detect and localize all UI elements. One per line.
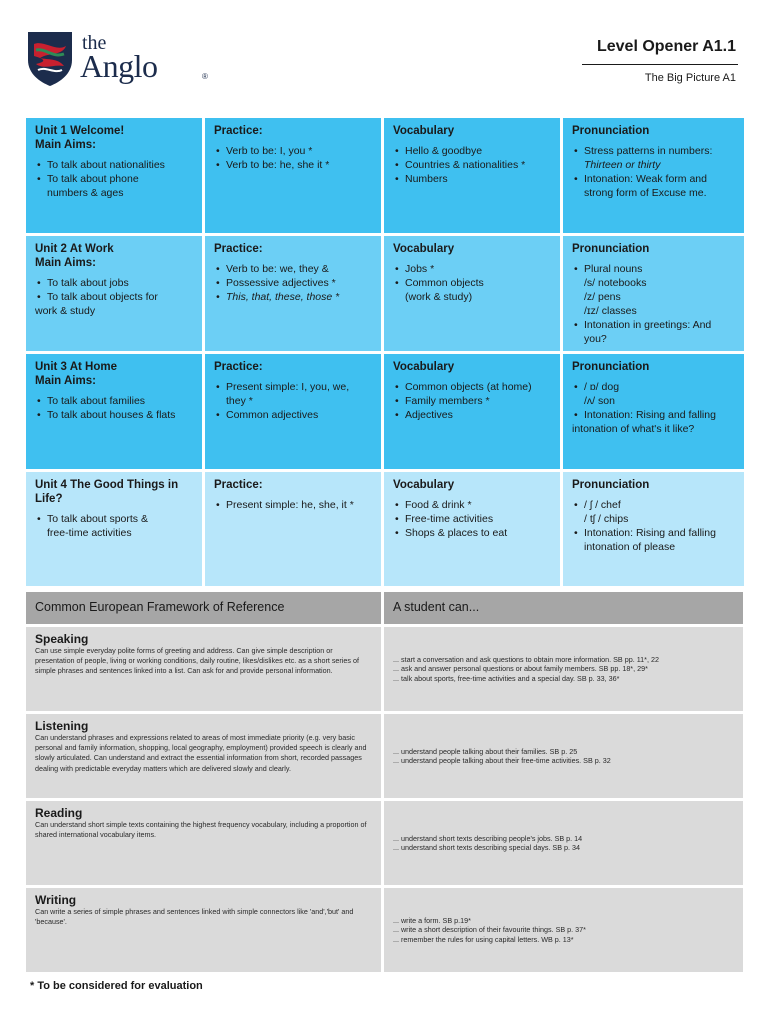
student-can-cell	[384, 801, 743, 885]
cefr-row-reading	[26, 801, 743, 885]
list-item: • To talk about sports &	[35, 512, 194, 526]
pronunciation-cell	[563, 354, 744, 469]
pronunciation-label: Pronunciation	[572, 361, 650, 373]
list-item: • / ʃ / chef	[572, 498, 736, 512]
list-item: /z/ pens	[584, 291, 621, 303]
practice-cell	[205, 472, 381, 586]
can-do-item: ... understand short texts describing people's jobs. SB p. 14	[393, 833, 583, 843]
page-subtitle: The Big Picture A1	[644, 72, 736, 84]
unit-aims-cell	[26, 472, 202, 586]
can-do-item: ... write a short description of their favourite things. SB p. 37*	[393, 925, 586, 935]
pronunciation-label: Pronunciation	[572, 125, 650, 137]
unit-aims-cell	[26, 118, 202, 233]
list-item: • Shops & places to eat	[393, 526, 552, 540]
list-item: strong form of Excuse me.	[584, 187, 707, 199]
list-item: • Possessive adjectives *	[214, 276, 373, 290]
vocabulary-cell	[384, 236, 560, 351]
skill-title: Writing	[35, 893, 77, 907]
practice-cell	[205, 118, 381, 233]
list-item: (work & study)	[405, 291, 473, 303]
title-divider	[582, 64, 738, 65]
list-item: work & study	[35, 305, 96, 317]
list-item: they *	[226, 395, 253, 407]
unit-row	[26, 354, 743, 469]
main-aims-label: Main Aims:	[35, 375, 96, 387]
practice-cell	[205, 354, 381, 469]
unit-aims-cell	[26, 236, 202, 351]
can-do-item: ... talk about sports, free-time activities and a special day. SB p. 33, 36*	[393, 673, 620, 683]
unit-row	[26, 472, 743, 586]
list-item: • Intonation: Rising and falling	[572, 408, 736, 422]
list-item: • Verb to be: I, you *	[214, 144, 373, 158]
list-item: Thirteen or thirty	[584, 159, 661, 171]
unit-row	[26, 118, 743, 233]
pronunciation-label: Pronunciation	[572, 479, 650, 491]
skill-description-cell	[26, 888, 381, 972]
list-item: • Hello & goodbye	[393, 144, 552, 158]
list-item: / tʃ / chips	[584, 513, 629, 525]
practice-label: Practice:	[214, 125, 263, 137]
cefr-row-speaking	[26, 627, 743, 711]
list-item: • Food & drink *	[393, 498, 552, 512]
skill-description: Can use simple everyday polite forms of greeting and address. Can give simple description or presentation of people, living or working conditions, daily routine, likes/dislikes etc. as a short series of simple phrases and sentences linked into a list. Can ask for and provide personal information.	[35, 646, 360, 676]
student-can-cell	[384, 627, 743, 711]
list-item: free-time activities	[47, 527, 132, 539]
unit-title: Unit 1 Welcome!	[35, 125, 125, 137]
unit-title: Unit 4 The Good Things in Life?	[35, 479, 179, 505]
list-item: • Common adjectives	[214, 408, 373, 422]
list-item: • Present simple: I, you, we,	[214, 380, 373, 394]
practice-label: Practice:	[214, 243, 263, 255]
cefr-table	[26, 592, 743, 975]
student-can-cell	[384, 714, 743, 798]
list-item: • Common objects	[393, 276, 552, 290]
list-item: • Common objects (at home)	[393, 380, 552, 394]
list-item: intonation of what's it like?	[572, 423, 695, 435]
pronunciation-cell	[563, 472, 744, 586]
vocabulary-label: Vocabulary	[393, 361, 455, 373]
skill-description-cell	[26, 627, 381, 711]
list-item: numbers & ages	[47, 187, 124, 199]
evaluation-footnote: * To be considered for evaluation	[30, 980, 203, 992]
list-item: • Stress patterns in numbers:	[572, 144, 736, 158]
anglo-logo	[26, 30, 256, 100]
student-can-cell	[384, 888, 743, 972]
registered-mark: ®	[202, 72, 208, 81]
list-item: • Numbers	[393, 172, 552, 186]
skill-title: Listening	[35, 719, 89, 733]
list-item: • To talk about families	[35, 394, 194, 408]
practice-label: Practice:	[214, 479, 263, 491]
logo-wordmark-anglo: Anglo	[80, 48, 158, 84]
list-item: • To talk about houses & flats	[35, 408, 194, 422]
skill-description-cell	[26, 714, 381, 798]
can-do-item: ... understand people talking about their free-time activities. SB p. 32	[393, 756, 611, 765]
list-item: • Present simple: he, she, it *	[214, 498, 373, 512]
unit-row	[26, 236, 743, 351]
skill-description: Can understand short simple texts containing the highest frequency vocabulary, including a proportion of shared international vocabulary items.	[35, 820, 367, 840]
cefr-header-right: A student can...	[384, 592, 743, 624]
vocabulary-label: Vocabulary	[393, 479, 455, 491]
list-item: • Verb to be: he, she it *	[214, 158, 373, 172]
list-item: • To talk about nationalities	[35, 158, 194, 172]
pronunciation-cell	[563, 118, 744, 233]
unit-aims-cell	[26, 354, 202, 469]
list-item: • To talk about jobs	[35, 276, 194, 290]
cefr-row-listening	[26, 714, 743, 798]
can-do-item: ... ask and answer personal questions or about family members. SB pp. 18*, 29*	[393, 664, 648, 674]
vocabulary-cell	[384, 472, 560, 586]
cefr-header-row	[26, 592, 743, 624]
list-item: • Jobs *	[393, 262, 552, 276]
vocabulary-cell	[384, 118, 560, 233]
list-item: • Intonation: Rising and falling	[572, 526, 736, 540]
skill-description: Can understand phrases and expressions related to areas of most immediate priority (e.g. very basic personal and family information, shopping, local geography, employment) provided speech is clearly and slowly articulated. Can understand and extract the essential information from short, recorded passages dealing with predictable everyday matters which are delivered slowly and clearly.	[35, 733, 367, 773]
list-item: • Intonation: Weak form and	[572, 172, 736, 186]
logo-wordmark-the: the	[82, 32, 107, 54]
can-do-item: ... understand people talking about their families. SB p. 25	[393, 746, 578, 756]
list-item: /ɪz/ classes	[584, 305, 637, 317]
can-do-item: ... write a form. SB p.19*	[393, 915, 471, 925]
list-item: • Adjectives	[393, 408, 552, 422]
vocabulary-label: Vocabulary	[393, 125, 455, 137]
skill-title: Speaking	[35, 632, 89, 646]
skill-description: Can write a series of simple phrases and sentences linked with simple connectors like 'and','but' and 'because'.	[35, 907, 354, 927]
cefr-row-writing	[26, 888, 743, 972]
list-item: • To talk about phone	[35, 172, 194, 186]
can-do-item: ... start a conversation and ask questions to obtain more information. SB pp. 11*, 22	[393, 654, 659, 664]
vocabulary-label: Vocabulary	[393, 243, 455, 255]
main-aims-label: Main Aims:	[35, 257, 96, 269]
unit-title: Unit 2 At Work	[35, 243, 114, 255]
pronunciation-cell	[563, 236, 744, 351]
list-item: • / ɒ/ dog	[572, 380, 736, 394]
list-item: • Countries & nationalities *	[393, 158, 552, 172]
list-item: • Free-time activities	[393, 512, 552, 526]
list-item: • Intonation in greetings: And you?	[572, 318, 736, 346]
practice-label: Practice:	[214, 361, 263, 373]
can-do-item: ... remember the rules for using capital letters. WB p. 13*	[393, 934, 574, 944]
list-item: • This, that, these, those *	[214, 290, 373, 304]
can-do-item: ... understand short texts describing special days. SB p. 34	[393, 843, 580, 852]
shield-crest-icon	[26, 30, 74, 88]
unit-title: Unit 3 At Home	[35, 361, 117, 373]
list-item: • Plural nouns	[572, 262, 736, 276]
units-grid	[26, 118, 743, 589]
skill-description-cell	[26, 801, 381, 885]
list-item: /ʌ/ son	[584, 395, 615, 407]
list-item: intonation of please	[584, 541, 676, 553]
list-item: /s/ notebooks	[584, 277, 647, 289]
main-aims-label: Main Aims:	[35, 139, 96, 151]
list-item: • To talk about objects for	[35, 290, 194, 304]
cefr-header-left: Common European Framework of Reference	[26, 592, 381, 624]
pronunciation-label: Pronunciation	[572, 243, 650, 255]
vocabulary-cell	[384, 354, 560, 469]
practice-cell	[205, 236, 381, 351]
page-title: Level Opener A1.1	[596, 38, 736, 55]
skill-title: Reading	[35, 806, 83, 820]
list-item: • Verb to be: we, they &	[214, 262, 373, 276]
list-item: • Family members *	[393, 394, 552, 408]
